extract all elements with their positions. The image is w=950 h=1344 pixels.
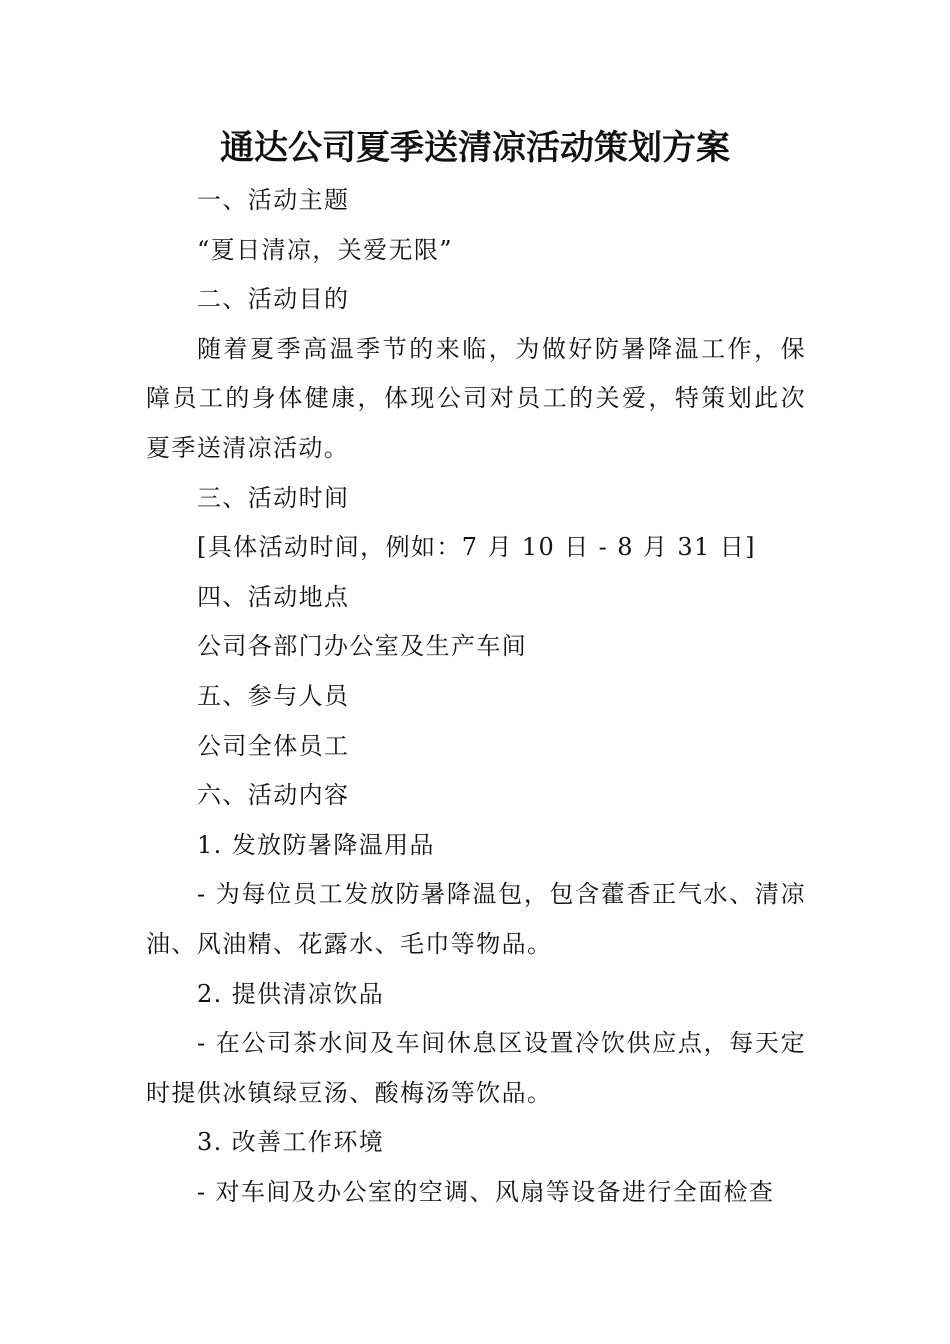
time-paragraph: [具体活动时间，例如：7 月 10 日 - 8 月 31 日] (197, 533, 756, 562)
section-heading-purpose: 二、活动目的 (197, 285, 350, 314)
content-item-3-detail: - 对车间及办公室的空调、风扇等设备进行全面检查 (197, 1177, 775, 1206)
document-body (146, 176, 806, 1217)
content-item-1-detail: - 为每位员工发放防暑降温包，包含藿香正气水、清凉油、风油精、花露水、毛巾等物品。 (146, 880, 806, 958)
section-heading-theme: 一、活动主题 (197, 186, 350, 214)
theme-slogan: “夏日清凉，关爱无限” (197, 235, 453, 264)
purpose-paragraph: 随着夏季高温季节的来临，为做好防暑降温工作，保障员工的身体健康，体现公司对员工的关爱，特策划此次夏季送清凉活动。 (146, 334, 806, 462)
content-item-2-heading: 2. 提供清凉饮品 (197, 979, 385, 1008)
section-heading-content: 六、活动内容 (197, 781, 350, 810)
content-item-3-heading: 3. 改善工作环境 (197, 1128, 385, 1157)
document-title: 通达公司夏季送清凉活动策划方案 (220, 128, 730, 168)
participants-paragraph: 公司全体员工 (197, 731, 350, 760)
section-heading-location: 四、活动地点 (197, 582, 350, 611)
location-paragraph: 公司各部门办公室及生产车间 (197, 632, 528, 661)
section-heading-participants: 五、参与人员 (197, 681, 350, 710)
content-item-2-detail: - 在公司茶水间及车间休息区设置冷饮供应点，每天定时提供冰镇绿豆汤、酸梅汤等饮品。 (146, 1029, 806, 1107)
section-heading-time: 三、活动时间 (197, 483, 350, 512)
content-item-1-heading: 1. 发放防暑降温用品 (197, 830, 435, 859)
